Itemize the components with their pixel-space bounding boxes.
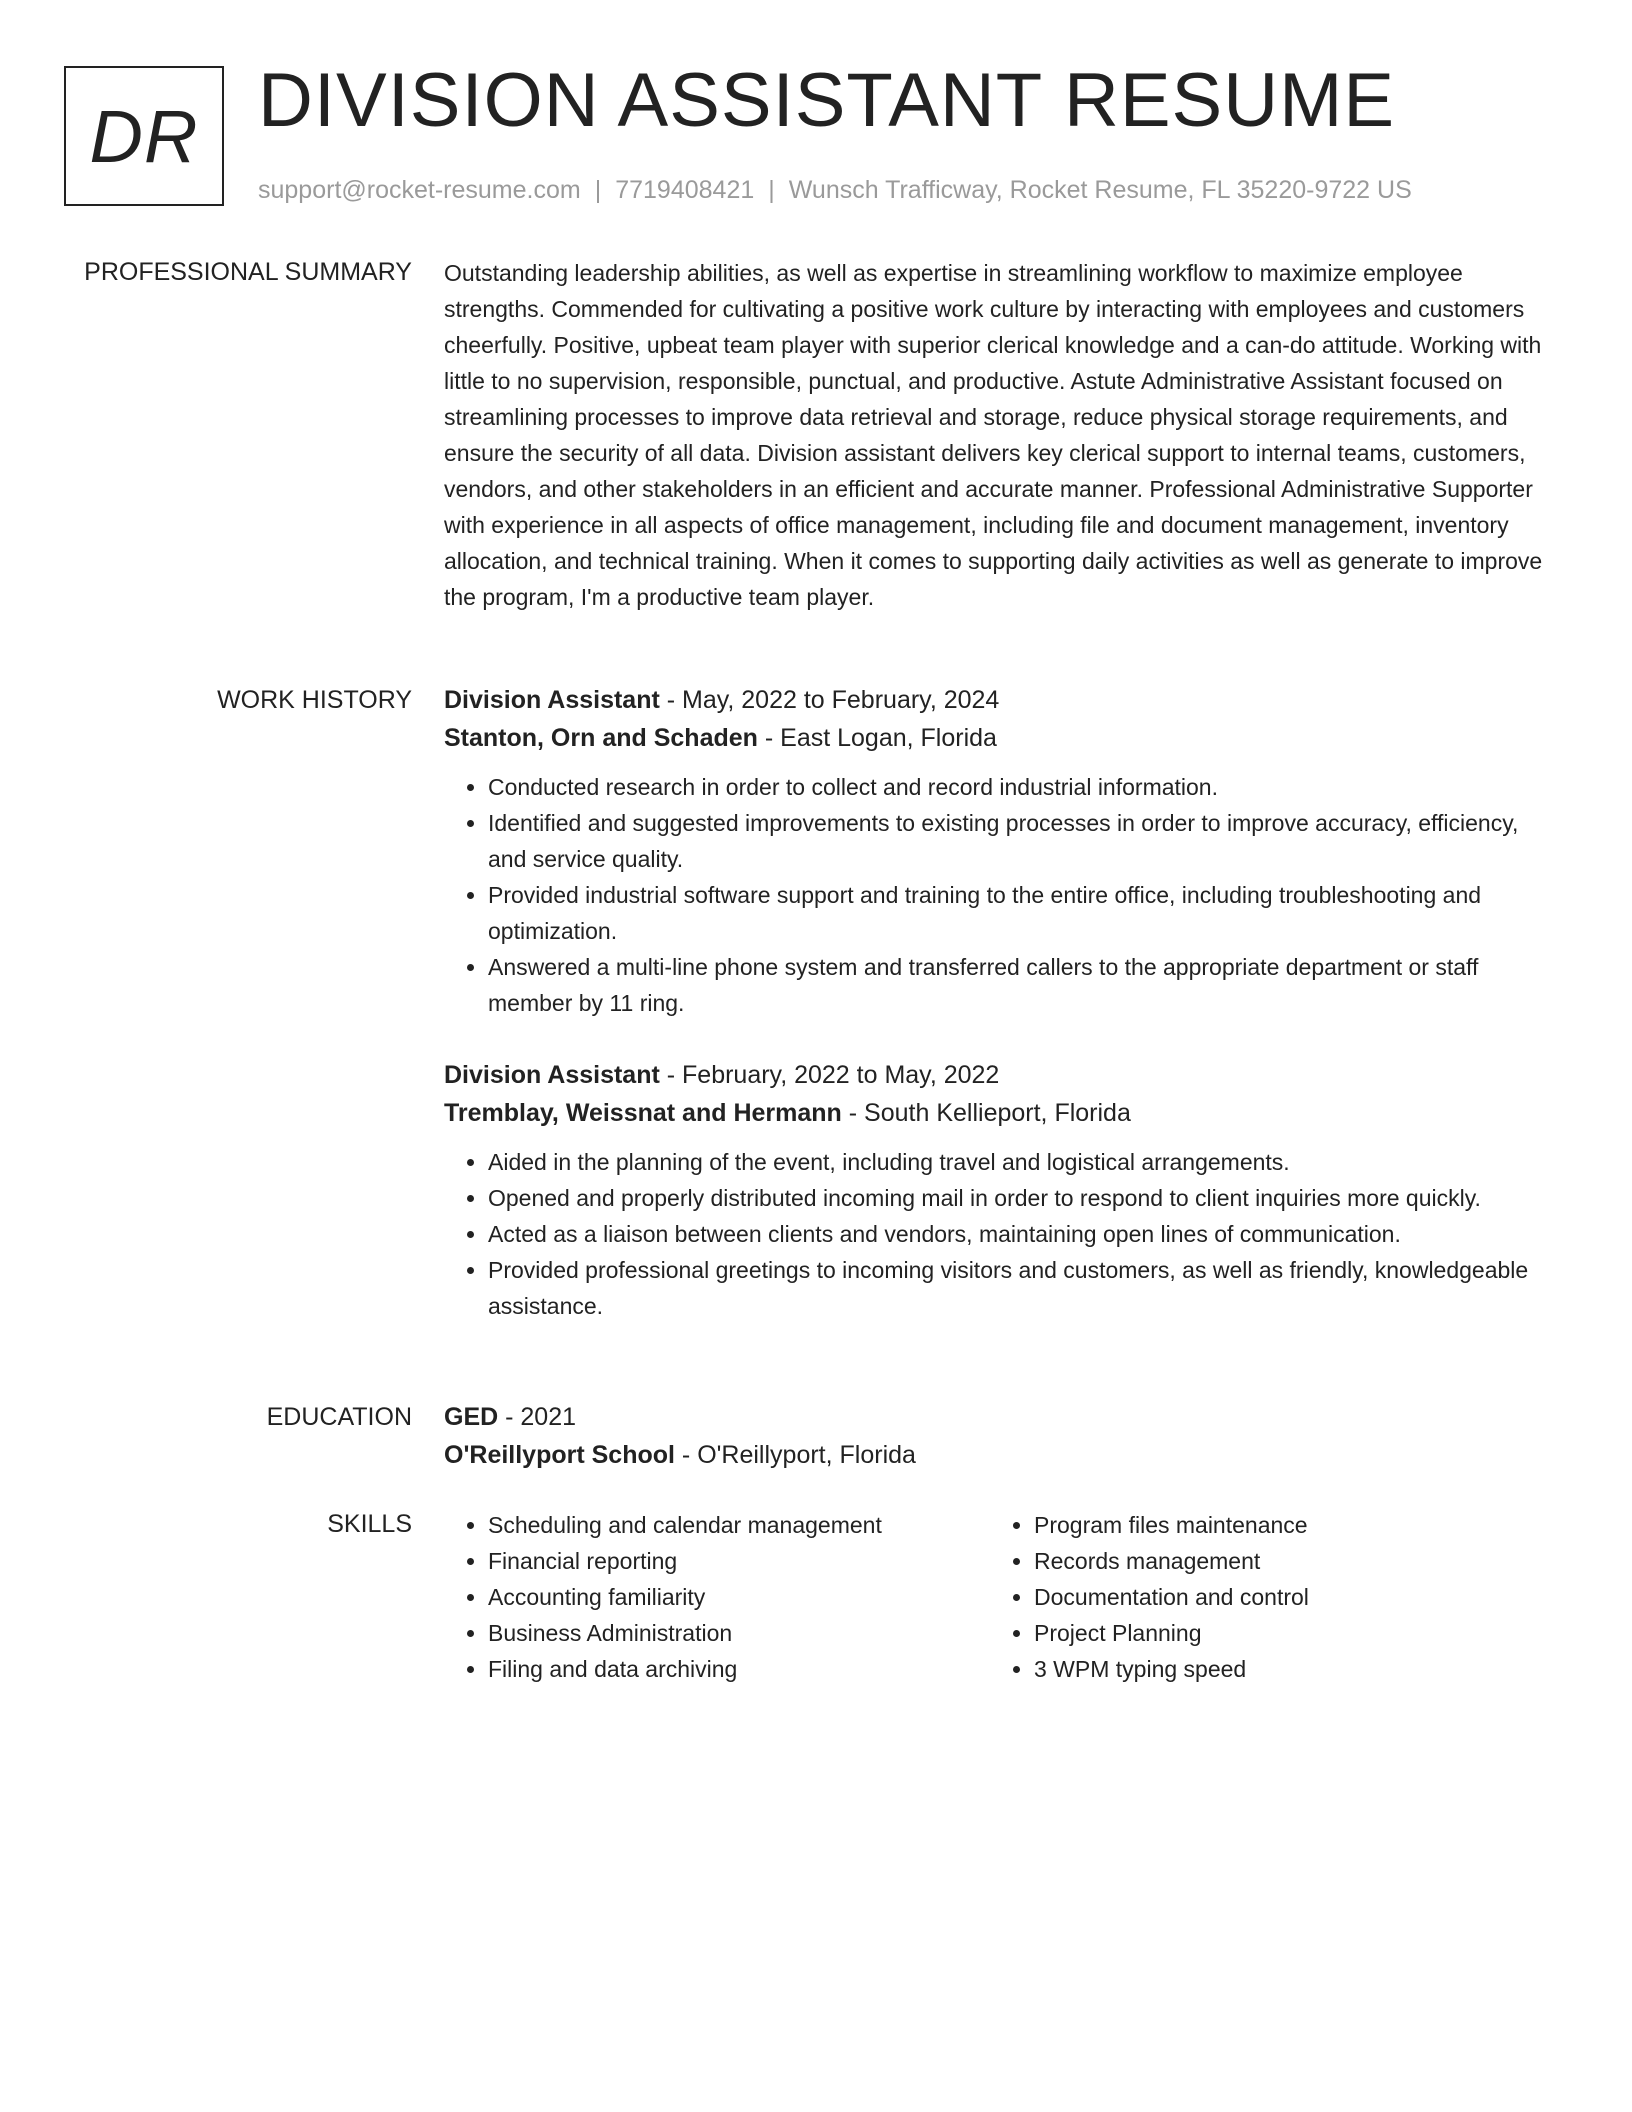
work-history-heading: WORK HISTORY [217,686,412,714]
contact-address: Wunsch Trafficway, Rocket Resume, FL 35220-9722 US [788,176,1412,204]
job-duties-list [444,1144,1554,1324]
job-title: Division Assistant [444,686,660,714]
job-duty: • Conducted research in order to collect and record industrial information. [488,769,1554,805]
job-entry [444,1056,1554,1324]
education-year: - 2021 [498,1403,577,1431]
skills-list-right [990,1507,1309,1687]
skills-body [444,1507,1554,1687]
education-school: O'Reillyport School [444,1441,675,1469]
skill-item: • Program files maintenance [1034,1507,1309,1543]
contact-separator: | [768,176,775,204]
job-title-line [444,681,1554,719]
job-duty: • Provided professional greetings to incoming visitors and customers, as well as friendly, knowledgeable assistance. [488,1252,1554,1324]
education-entry [444,1398,1554,1474]
skill-item: • Documentation and control [1034,1579,1309,1615]
job-duty: • Identified and suggested improvements to existing processes in order to improve accuracy, efficiency, and service quality. [488,805,1554,877]
skill-item: • Records management [1034,1543,1309,1579]
skill-item: • Financial reporting [488,1543,990,1579]
education-degree: GED [444,1403,499,1431]
contact-email[interactable]: support@rocket-resume.com [258,176,581,204]
job-entry [444,681,1554,1021]
summary-text: Outstanding leadership abilities, as well as expertise in streamlining workflow to maximize employee strengths. Commended for cultivating a positive work culture by interacting with employees and customers cheerfully. Positive, upbeat team player with superior clerical knowledge and a can-do attitude. Working with little to no supervision, responsible, punctual, and productive. Astute Administrative Assistant focused on streamlining processes to improve data retrieval and storage, reduce physical storage requirements, and ensure the security of all data. Division assistant delivers key clerical support to internal teams, customers, vendors, and other stakeholders in an efficient and accurate manner. Professional Administrative Supporter with experience in all aspects of office management, including file and document management, inventory allocation, and technical training. When it comes to supporting daily activities as well as generate to improve the program, I'm a productive team player. [444,260,1543,610]
job-duty: • Provided industrial software support and training to the entire office, including troubleshooting and optimization. [488,877,1554,949]
job-duty: • Answered a multi-line phone system and transferred callers to the appropriate department or staff member by 11 ring. [488,949,1554,1021]
skill-item: • Scheduling and calendar management [488,1507,990,1543]
job-title-line [444,1056,1554,1094]
job-location: - East Logan, Florida [757,724,997,752]
skill-item: • 3 WPM typing speed [1034,1651,1309,1687]
skill-item: • Project Planning [1034,1615,1309,1651]
job-company: Stanton, Orn and Schaden [444,724,758,752]
skill-item: • Business Administration [488,1615,990,1651]
skills-list-left [444,1507,990,1687]
summary-body [444,255,1554,615]
skills-columns [444,1507,1554,1687]
skills-column-right [990,1507,1309,1687]
monogram-box [64,66,224,206]
job-company: Tremblay, Weissnat and Hermann [444,1099,842,1127]
job-dates: - May, 2022 to February, 2024 [659,686,1000,714]
education-location: - O'Reillyport, Florida [674,1441,916,1469]
job-location: - South Kellieport, Florida [841,1099,1131,1127]
contact-phone[interactable]: 7719408421 [615,176,755,204]
job-duties-list [444,769,1554,1021]
job-company-line [444,1094,1554,1132]
skills-column-left [444,1507,990,1687]
skills-heading: SKILLS [327,1510,412,1538]
job-company-line [444,719,1554,757]
job-duty: • Opened and properly distributed incoming mail in order to respond to client inquiries more quickly. [488,1180,1554,1216]
summary-heading: PROFESSIONAL SUMMARY [84,258,412,286]
education-school-line [444,1436,1554,1474]
monogram-initials: DR [89,94,199,178]
contact-line [258,174,1412,206]
education-heading: EDUCATION [266,1403,412,1431]
contact-separator: | [594,176,602,204]
job-duty: • Aided in the planning of the event, including travel and logistical arrangements. [488,1144,1554,1180]
resume-title: DIVISION ASSISTANT RESUME [258,58,1396,143]
skill-item: • Filing and data archiving [488,1651,990,1687]
education-degree-line [444,1398,1554,1436]
job-title: Division Assistant [444,1061,660,1089]
skill-item: • Accounting familiarity [488,1579,990,1615]
job-duty: • Acted as a liaison between clients and vendors, maintaining open lines of communication. [488,1216,1554,1252]
job-dates: - February, 2022 to May, 2022 [659,1061,1000,1089]
